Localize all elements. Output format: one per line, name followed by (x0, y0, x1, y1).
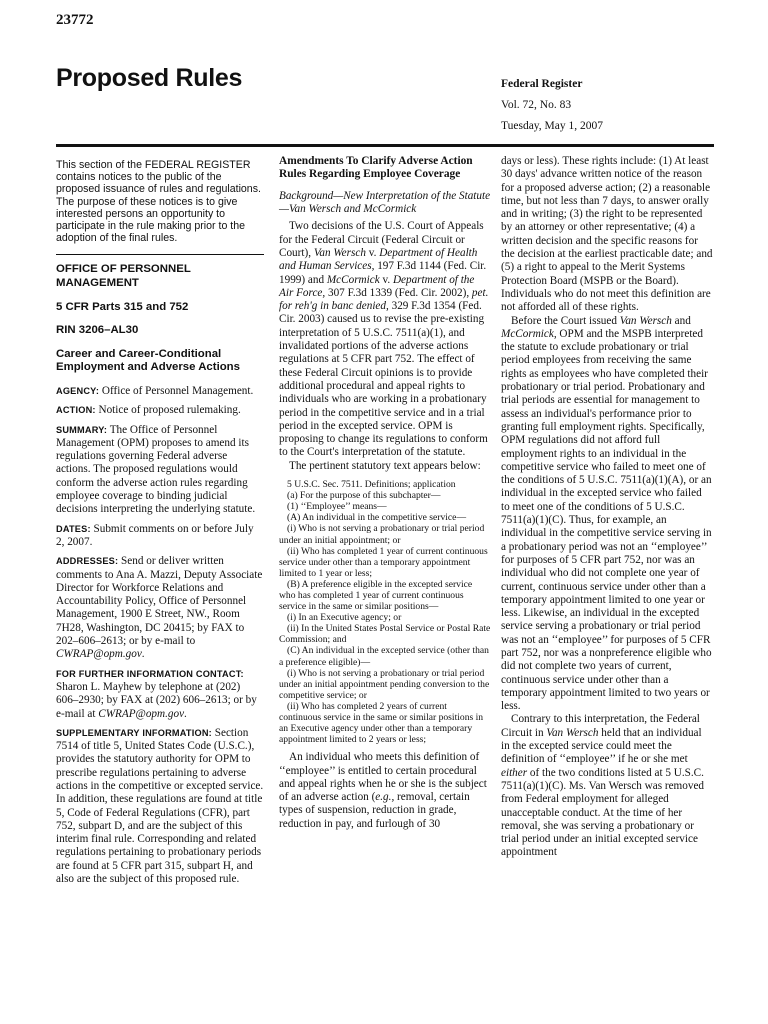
text-run: OPM and the MSPB interpreted the statute to exclude probationary or trial period employees from receiving the same rights as employees who have completed their probationary or trial period. Probationary and trial periods are essential for management to assess an individual's performance prior to granting full employment rights. Specifically, OPM regulations did not afford full employment rights to an individual in the competitive service who failed to meet one of the conditions of 5 U.S.C. 7511(a)(1)(A), or an individual in the excepted service who failed to meet one of the conditions of 5 U.S.C. 7511(a)(1)(C). Thus, for example, an individual in the competitive service serving in a probationary period was not an ‘‘employee’’ for purposes of 5 CFR part 752, nor was an individual who did not complete one year of current, continuous service under other than a temporary appointment limited to one year or less. Likewise, an individual in the excepted service serving a probationary or trial period was not an ‘‘employee’’ for purposes of 5 CFR part 752, nor was a nonpreference eligible who did not complete two years of current, continuous service under other than a temporary appointment limited to two years or less. (501, 327, 712, 713)
text-run: 329 F.3d 1354 (Fed. Cir. 2003) caused us to revise the pre-existing interpretation of 5 U.S.C. 7511(a)(1), and invalidated portions of the adverse actions regulations at 5 CFR part 752. The effect of these Federal Circuit opinions is to provide additional procedural and appeal rights to individuals who are working in a probationary period in the competitive service and in a trial period in the excepted service. OPM is proposing to change its regulations to conform to the Court's interpretation of the statute. (279, 300, 488, 459)
extract-line: (ii) In the United States Postal Service or Postal Rate Commission; and (279, 623, 491, 646)
text-run: Two decisions of the U.S. Court of Appeals for the Federal Circuit (Federal Circuit or Court), (279, 220, 484, 259)
text-run: and (674, 314, 691, 327)
paragraph (279, 751, 491, 831)
paragraph (279, 220, 491, 459)
column-2 (279, 155, 491, 831)
volume-number: Vol. 72, No. 83 (501, 99, 572, 111)
column-1 (56, 155, 264, 892)
text-run: held that an individual in the excepted service could meet the definition of ‘‘employee’’ if he or she met (501, 726, 702, 766)
document-title: Career and Career-Conditional Employment and Adverse Actions (56, 347, 240, 374)
addresses-value: Send or deliver written comments to Ana A. Mazzi, Deputy Associate Director for Workforce Relations and Accountability Policy, Office of Personnel Management, 1900 E Street, NW., Room 7H28, Washington, DC 20415; by FAX to 202–606–2613; or by e-mail to (56, 555, 263, 648)
extract-line: (a) For the purpose of this subchapter— (287, 490, 441, 502)
cfr-parts: 5 CFR Parts 315 and 752 (56, 300, 189, 313)
text-run: either (501, 766, 528, 779)
extract-line: (B) A preference eligible in the excepted service who has completed 1 year of current continuous service in the same or similar positions— (279, 578, 473, 613)
page-title: Proposed Rules (56, 64, 243, 92)
text-run: v. (368, 247, 377, 259)
case-name: Department of Health and Human Services, (279, 247, 478, 273)
paragraph (501, 713, 713, 859)
supplementary-value: Section 7514 of title 5, United States Code (U.S.C.), provides the statutory authority for OPM to prescribe regulations pertaining to adverse actions in the competitive or excepted service. In addition, these regulations are found at title 5, Code of Federal Regulations (CFR), part 752, subpart D, and are the subject of this interim final rule. Corresponding and related regulations pertaining to probationary periods are found at 5 CFR part 315, subpart H, and also are the subject of this proposed rule. (56, 726, 264, 886)
text-run: of the two conditions listed at 5 U.S.C. 7511(a)(1)(C). Ms. Van Wersch was removed from Federal employment for alleged unacceptable conduct. At the time of her removal, she was serving a probationary or trial period under an initial excepted service appointment (501, 766, 705, 859)
section-subheading: Background—New Interpretation of the Statute—Van Wersch and McCormick (279, 189, 491, 216)
contact-label: FOR FURTHER INFORMATION CONTACT: (56, 668, 244, 679)
agency-label: AGENCY: (56, 385, 100, 396)
summary-label: SUMMARY: (56, 424, 108, 435)
text-run: 307 F.3d 1339 (Fed. Cir. 2002), (327, 286, 470, 299)
publication-info (501, 74, 603, 137)
contact-email-link[interactable]: CWRAP@opm.gov (98, 707, 185, 720)
addresses-label: ADDRESSES: (56, 556, 119, 567)
section-notice: This section of the FEDERAL REGISTER contains notices to the public of the proposed issuance of rules and regulations. The purpose of these notices is to give interested persons an opportunity to participate in the rule making prior to the adoption of the final rules. (56, 159, 261, 245)
rin-number: RIN 3206–AL30 (56, 324, 139, 337)
text-run: removal, certain types of suspension, reduction in grade, reduction in pay, and furlough of 30 (279, 791, 470, 830)
page-number: 23772 (56, 12, 94, 28)
extract-line: (A) An individual in the competitive service— (287, 512, 467, 524)
case-name: McCormick (326, 273, 380, 286)
paragraph (501, 315, 713, 714)
action-value: Notice of proposed rulemaking. (98, 404, 241, 417)
text-run: Before the Court issued (511, 314, 617, 327)
summary-entry (56, 424, 264, 517)
text-run: 197 F.3d 1144 (Fed. Cir. 1999) and (279, 260, 487, 286)
addresses-entry: ADDRESSES: Send or deliver written comments to Ana A. Mazzi, Deputy Associate Director for Workforce Relations and Accountability Policy, Office of Personnel Management, 1900 E Street, NW., Room 7H28, Washington, DC 20415; by FAX to 202–606–2613; or by e-mail to CWRAP@opm.gov. (56, 555, 263, 661)
paragraph: The pertinent statutory text appears below: (289, 459, 481, 472)
contact-entry: FOR FURTHER INFORMATION CONTACT: Sharon L. Mayhew by telephone at (202) 606–2930; by FAX at (202) 606–2613; or by e-mail at CWRAP@opm.gov. (56, 668, 264, 721)
column-3 (501, 155, 713, 860)
extract-line: 5 U.S.C. Sec. 7511. Definitions; application (287, 479, 456, 491)
section-title: Amendments To Clarify Adverse Action Rules Regarding Employee Coverage (279, 155, 473, 181)
case-name: Van Wersch (546, 726, 599, 739)
contact-value: Sharon L. Mayhew by telephone at (202) 606–2930; by FAX at (202) 606–2613; or by e-mail at (56, 680, 257, 720)
extract-line: (i) Who is not serving a probationary or trial period under an initial appointment pending conversion to the competitive service; or (279, 667, 490, 701)
dates-value: Submit comments on or before July 2, 2007. (56, 522, 254, 548)
supplementary-label: SUPPLEMENTARY INFORMATION: (56, 727, 212, 738)
text-run: An individual who meets this definition of ‘‘employee’’ is entitled to certain procedural and appeal rights when he or she is the subject of an adverse action ( (279, 751, 487, 804)
agency-value: Office of Personnel Management. (101, 384, 254, 397)
extract-line: (i) In an Executive agency; or (287, 612, 402, 624)
case-name: Department of the Air Force, (279, 273, 475, 299)
paragraph: days or less). These rights include: (1) At least 30 days' advance written notice of the reason for a proposed adverse action; (2) a reasonable time, but not less than 7 days, to answer orally and in writing; (3) the right to be represented by an attorney or other representative; (4) a written decision and the specific reasons for the decision at the earliest practicable date; and (5) a right to appeal to the Merit Systems Protection Board (MSPB or the Board). Individuals who do not meet this definition are not afforded all of these rights. (501, 155, 713, 314)
publication-date: Tuesday, May 1, 2007 (501, 120, 604, 132)
dates-entry (56, 523, 264, 550)
case-name: McCormick, (501, 327, 557, 340)
statute-extract (279, 479, 491, 745)
text-run: Contrary to this interpretation, the Federal Circuit in (501, 713, 700, 739)
citation-note: pet. for reh'g in banc denied, (279, 286, 489, 313)
extract-line: (ii) Who has completed 1 year of current continuous service under other than a temporary appointment limited to 1 year or less; (279, 545, 488, 579)
case-name: Van Wersch (313, 247, 366, 259)
text-run: e.g., (375, 791, 395, 804)
supplementary-entry (56, 727, 264, 887)
action-entry (56, 404, 264, 417)
agency-entry (56, 385, 264, 398)
text-run: v. (382, 273, 391, 286)
header-rule (56, 144, 714, 147)
addresses-email-link[interactable]: CWRAP@opm.gov (56, 648, 142, 661)
publication-name: Federal Register (501, 78, 583, 90)
action-label: ACTION: (56, 405, 96, 416)
agency-heading: OFFICE OF PERSONNEL MANAGEMENT (56, 263, 191, 290)
case-name: Van Wersch (619, 314, 672, 327)
extract-line: (ii) Who has completed 2 years of current continuous service in the same or similar positions in an Executive agency under other than a temporary appointment limited to 2 years or less; (279, 700, 484, 746)
extract-line: (i) Who is not serving a probationary or trial period under an initial appointment; or (279, 523, 485, 546)
extract-line: (C) An individual in the excepted service (other than a preference eligible)— (279, 645, 489, 668)
summary-value: The Office of Personnel Management (OPM) proposes to amend its regulations governing Federal adverse actions. The proposed regulations would conform the adverse action rules regarding employee coverage to binding judicial decisions interpreting the underlying statute. (56, 423, 256, 516)
notice-rule (56, 254, 264, 255)
extract-line: (1) ‘‘Employee’’ means— (287, 501, 387, 513)
dates-label: DATES: (56, 523, 91, 534)
